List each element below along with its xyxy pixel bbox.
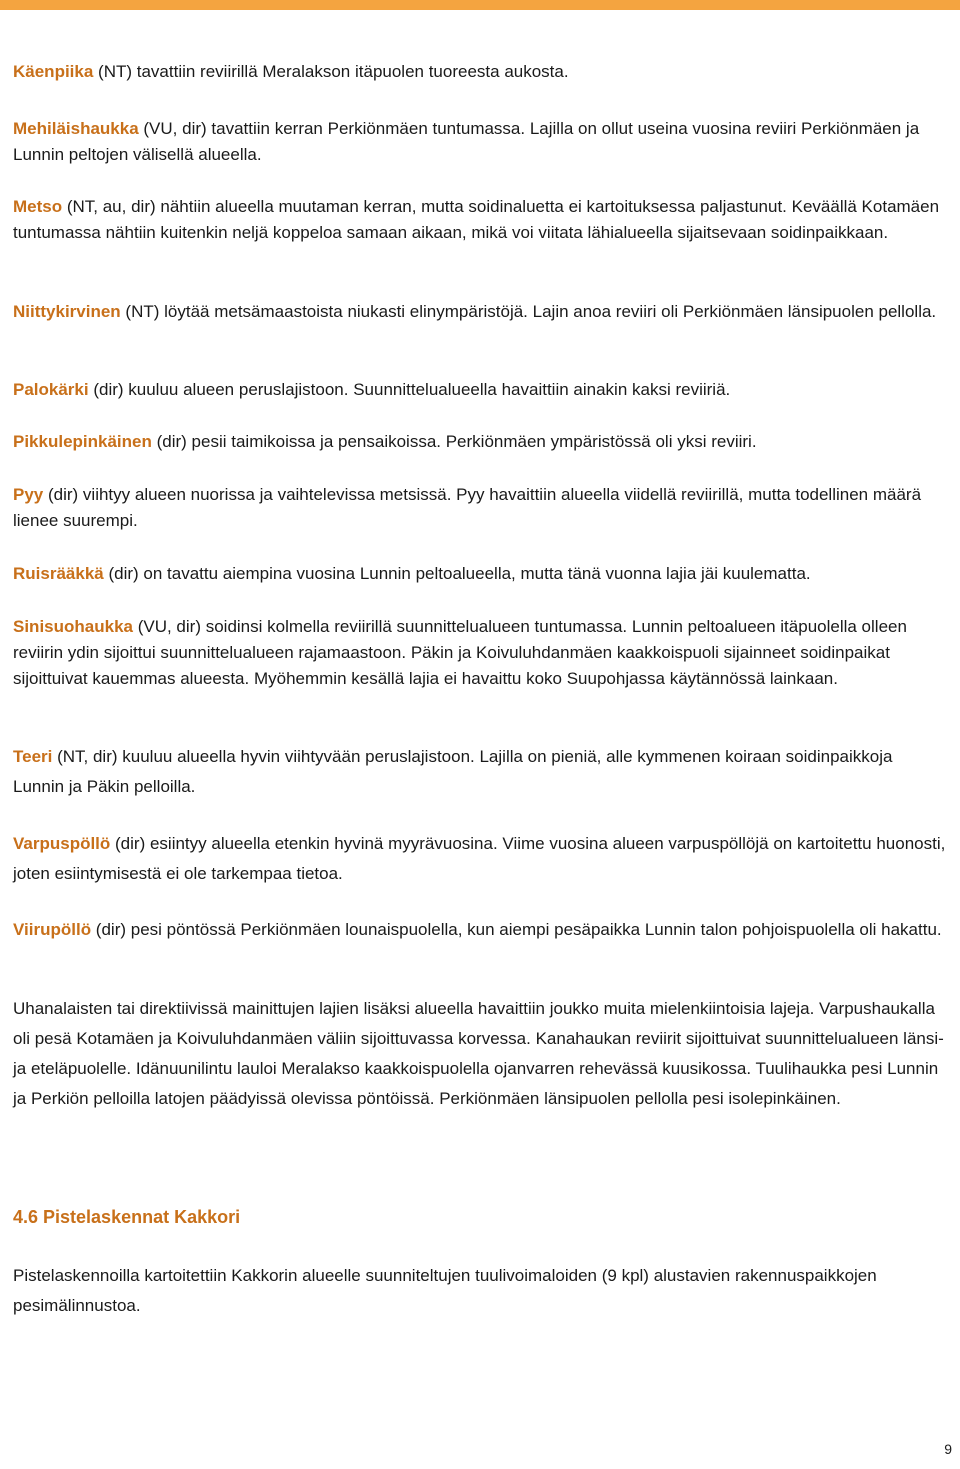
species-paragraph <box>13 299 948 325</box>
species-description: (VU, dir) tavattiin kerran Perkiönmäen tuntumassa. Lajilla on ollut useina vuosina reviiri Perkiönmäen ja Lunnin peltojen välisellä alueella. <box>13 119 920 164</box>
species-name: Käenpiika <box>13 62 94 81</box>
species-paragraph <box>13 194 948 246</box>
species-description: (NT) tavattiin reviirillä Meralakson itäpuolen tuoreesta aukosta. <box>93 62 569 81</box>
species-paragraph <box>13 561 948 587</box>
species-description: (dir) esiintyy alueella etenkin hyvinä myyrävuosina. Viime vuosina alueen varpuspöllöjä on kartoitettu huonosti, joten esiintymisestä ei ole tarkempaa tietoa. <box>13 834 946 883</box>
species-name: Mehiläishaukka <box>13 119 139 138</box>
species-name: Palokärki <box>13 380 89 399</box>
species-paragraph <box>13 377 948 403</box>
species-paragraph <box>13 429 948 455</box>
species-paragraph <box>13 742 948 802</box>
species-description: (VU, dir) soidinsi kolmella reviirillä suunnittelualueen tuntumassa. Lunnin peltoalueen itäpuolella olleen reviirin ydin sijoittui suunnittelualueen rajamaastoon. Päkin ja Koivuluhdanmäen kaakkoispuoli sijainneet soidinpaikat sijoittuivat kauemmas alueesta. Myöhemmin kesällä lajia ei havaittu koko Suupohjassa käytännössä lainkaan. <box>13 617 907 688</box>
species-paragraph <box>13 116 948 168</box>
species-name: Sinisuohaukka <box>13 617 133 636</box>
species-description: (dir) viihtyy alueen nuorissa ja vaihtelevissa metsissä. Pyy havaittiin alueella viidellä reviirillä, mutta todellinen määrä lienee suurempi. <box>13 485 922 530</box>
species-description: (NT, au, dir) nähtiin alueella muutaman kerran, mutta soidinaluetta ei kartoituksessa paljastunut. Keväällä Kotamäen tuntumassa nähtiin kuitenkin neljä koppeloa samaan aikaan, mikä voi viitata lähialueella sijaitsevaan soidinpaikkaan. <box>13 197 940 242</box>
species-paragraph <box>13 59 948 85</box>
species-description: (dir) pesii taimikoissa ja pensaikoissa. Perkiönmäen ympäristössä oli yksi reviiri. <box>151 432 757 451</box>
top-accent-rule <box>0 0 960 10</box>
page-number: 9 <box>944 1441 952 1457</box>
section-heading: 4.6 Pistelaskennat Kakkori <box>13 1207 241 1227</box>
species-name: Teeri <box>13 747 53 766</box>
section-paragraph: Pistelaskennoilla kartoitettiin Kakkorin alueelle suunniteltujen tuulivoimaloiden (9 kpl) alustavien rakennuspaikkojen pesimälinnustoa. <box>13 1266 877 1315</box>
species-paragraph <box>13 917 948 943</box>
species-description: (NT, dir) kuuluu alueella hyvin viihtyvään peruslajistoon. Lajilla on pieniä, alle kymmenen koiraan soidinpaikkoja Lunnin ja Päkin pelloilla. <box>13 747 893 796</box>
species-description: (dir) pesi pöntössä Perkiönmäen lounaispuolella, kun aiempi pesäpaikka Lunnin talon pohjoispuolella oli hakattu. <box>91 920 942 939</box>
species-name: Viirupöllö <box>13 920 92 939</box>
species-name: Niittykirvinen <box>13 302 121 321</box>
species-name: Varpuspöllö <box>13 834 111 853</box>
species-paragraph <box>13 829 948 889</box>
species-paragraph <box>13 482 948 534</box>
summary-paragraph: Uhanalaisten tai direktiivissä mainittujen lajien lisäksi alueella havaittiin joukko muita mielenkiintoisia lajeja. Varpushaukalla oli pesä Kotamäen ja Koivuluhdanmäen väliin sijoittuvassa korvessa. Kanahaukan reviirit sijoittuivat suunnittelualueen länsi- ja eteläpuolelle. Idänuunilintu lauloi Meralakso kaakkoispuolella ojanvarren rehevässä kuusikossa. Tuulihaukka pesi Lunnin ja Perkiön pelloilla latojen päädyissä olevissa pöntöissä. Perkiönmäen länsipuolen pellolla pesi isolepinkäinen. <box>13 999 944 1108</box>
species-description: (dir) on tavattu aiempina vuosina Lunnin peltoalueella, mutta tänä vuonna lajia jäi kuulematta. <box>103 564 811 583</box>
species-name: Pikkulepinkäinen <box>13 432 152 451</box>
species-paragraph <box>13 614 948 692</box>
species-description: (dir) kuuluu alueen peruslajistoon. Suunnittelualueella havaittiin ainakin kaksi reviiriä. <box>88 380 731 399</box>
species-name: Ruisrääkkä <box>13 564 104 583</box>
species-description: (NT) löytää metsämaastoista niukasti elinympäristöjä. Lajin anoa reviiri oli Perkiönmäen länsipuolen pellolla. <box>120 302 937 321</box>
species-name: Metso <box>13 197 63 216</box>
species-name: Pyy <box>13 485 44 504</box>
